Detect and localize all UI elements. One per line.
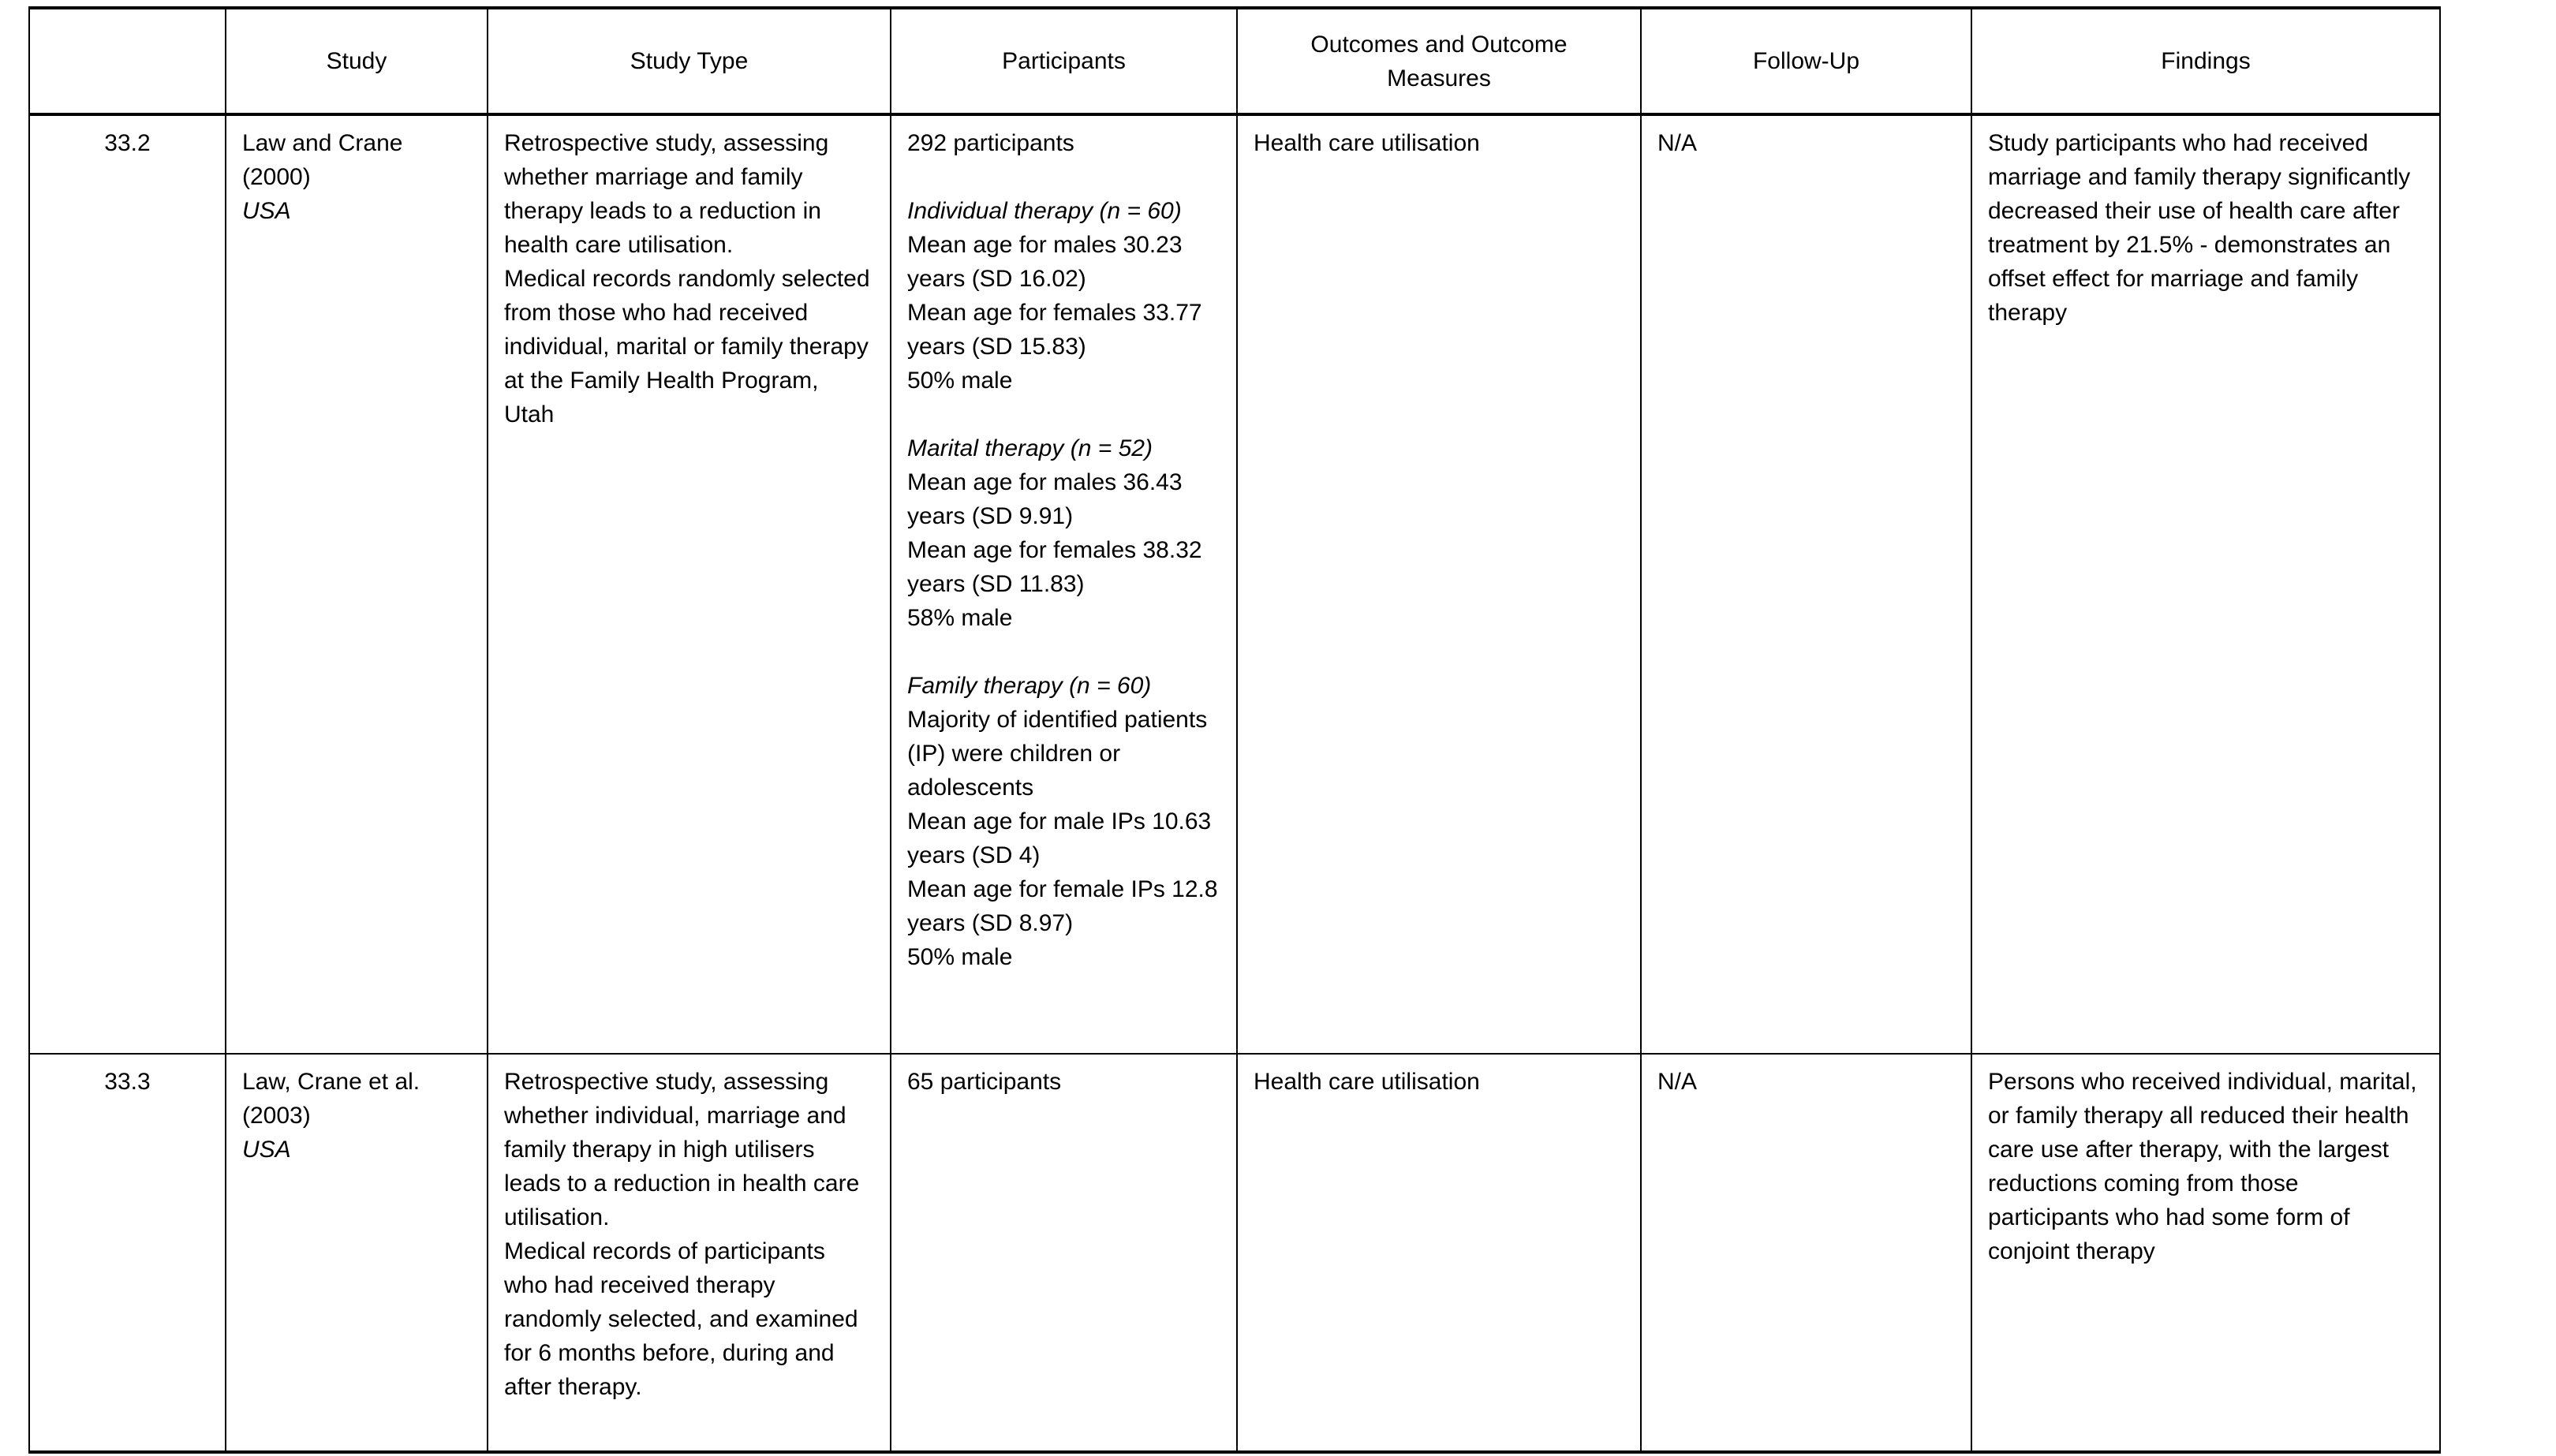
participants-detail: Mean age for female IPs 12.8 years (SD 8.97) — [907, 876, 1218, 936]
row-33-3-outcomes-cell — [1236, 1055, 1640, 1450]
row-id: 33.3 — [104, 1069, 151, 1095]
participants-detail: 58% male — [907, 605, 1013, 631]
study-type-paragraph: Medical records randomly selected from those who had received individual, marital or family therapy at the Family Health Program, Utah — [504, 266, 870, 427]
study-type-paragraph: Retrospective study, assessing whether marriage and family therapy leads to a reduction in health care utilisation. — [504, 130, 829, 258]
row-33-2-study-cell — [225, 116, 487, 1055]
participants-detail: Majority of identified patients (IP) were children or adolescents — [907, 707, 1208, 801]
study-name-line: Law, Crane et al. — [242, 1069, 420, 1095]
header-index — [30, 9, 225, 116]
study-type-paragraph: Medical records of participants who had received therapy randomly selected, and examined for 6 months before, during and after therapy. — [504, 1238, 858, 1400]
study-country: USA — [242, 198, 291, 224]
participants-group-title: Family therapy (n = 60) — [907, 673, 1152, 699]
findings-text: Persons who received individual, marital, or family therapy all reduced their health care use after therapy, with the largest reductions coming from those participants who had some form of conjoint therapy — [1988, 1069, 2417, 1264]
row-id: 33.2 — [104, 130, 151, 156]
row-33-3-index-cell — [30, 1055, 225, 1450]
evidence-table — [28, 6, 2441, 1454]
outcomes-text: Health care utilisation — [1254, 130, 1480, 156]
header-follow-up — [1640, 9, 1971, 116]
header-findings-label: Findings — [2161, 48, 2251, 74]
row-33-2-study-type-cell — [487, 116, 890, 1055]
row-33-2-participants-cell — [890, 116, 1236, 1055]
blank-line — [907, 160, 1220, 194]
study-country: USA — [242, 1137, 291, 1163]
blank-line — [907, 635, 1220, 669]
participants-group-title: Individual therapy (n = 60) — [907, 198, 1182, 224]
header-outcomes-label: Outcomes and Outcome Measures — [1310, 31, 1568, 91]
participants-detail: Mean age for male IPs 10.63 years (SD 4) — [907, 808, 1212, 868]
participants-total: 65 participants — [907, 1069, 1062, 1095]
row-33-2-findings-cell — [1971, 116, 2439, 1055]
participants-group-title: Marital therapy (n = 52) — [907, 435, 1153, 461]
participants-detail: Mean age for males 36.43 years (SD 9.91) — [907, 469, 1183, 529]
participants-total: 292 participants — [907, 130, 1074, 156]
outcomes-text: Health care utilisation — [1254, 1069, 1480, 1095]
participants-detail: Mean age for females 38.32 years (SD 11.83) — [907, 537, 1202, 597]
participants-detail: Mean age for males 30.23 years (SD 16.02) — [907, 232, 1183, 292]
header-follow-up-label: Follow-Up — [1752, 48, 1860, 74]
row-33-2-index-cell — [30, 116, 225, 1055]
participants-detail: 50% male — [907, 368, 1013, 394]
row-33-3-participants-cell — [890, 1055, 1236, 1450]
study-type-paragraph: Retrospective study, assessing whether individual, marriage and family therapy in high utilisers leads to a reduction in health care utilisation. — [504, 1069, 860, 1230]
row-33-3-findings-cell — [1971, 1055, 2439, 1450]
header-findings — [1971, 9, 2439, 116]
header-study-label: Study — [326, 48, 387, 74]
blank-line — [907, 398, 1220, 431]
follow-up-text: N/A — [1657, 130, 1698, 156]
header-participants-label: Participants — [1002, 48, 1126, 74]
header-study — [225, 9, 487, 116]
follow-up-text: N/A — [1657, 1069, 1698, 1095]
row-33-2-follow-up-cell — [1640, 116, 1971, 1055]
header-study-type — [487, 9, 890, 116]
row-33-3-follow-up-cell — [1640, 1055, 1971, 1450]
study-year-line: (2000) — [242, 164, 311, 190]
study-year-line: (2003) — [242, 1103, 311, 1129]
row-33-3-study-cell — [225, 1055, 487, 1450]
row-33-2-outcomes-cell — [1236, 116, 1640, 1055]
header-participants — [890, 9, 1236, 116]
findings-text: Study participants who had received marriage and family therapy significantly decreased their use of health care after treatment by 21.5% - demonstrates an offset effect for marriage and family therapy — [1988, 130, 2411, 326]
participants-detail: Mean age for females 33.77 years (SD 15.83) — [907, 300, 1202, 360]
participants-detail: 50% male — [907, 944, 1013, 970]
study-name-line: Law and Crane — [242, 130, 403, 156]
header-outcomes — [1236, 9, 1640, 116]
row-33-3-study-type-cell — [487, 1055, 890, 1450]
header-study-type-label: Study Type — [630, 48, 749, 74]
